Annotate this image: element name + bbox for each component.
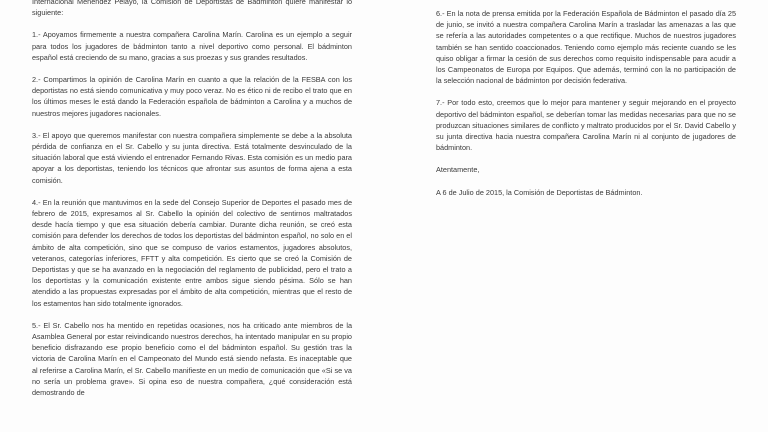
intro-paragraph: Internacional Menéndez Pelayo, la Comisión de Deportistas de Bádminton quiere manifestar lo siguiente:	[32, 0, 352, 18]
signature-line: A 6 de Julio de 2015, la Comisión de Deportistas de Bádminton.	[436, 187, 643, 197]
left-text-column	[32, 0, 352, 409]
point-1-paragraph: 1.- Apoyamos firmemente a nuestra compañera Carolina Marín. Carolina es un ejemplo a seguir para todos los jugadores de bádminton tanto a nivel deportivo como personal. El bádminton español está creciendo de su mano, gracias a sus proezas y sus grandes resultados.	[32, 30, 352, 62]
point-7-paragraph: 7.- Por todo esto, creemos que lo mejor para mantener y seguir mejorando en el proyecto deportivo del bádminton español, se deberían tomar las medidas necesarias para que no se produzcan situaciones similares de conflicto y maltrato producidos por el Sr. David Cabello y su junta directiva hacia nuestra compañera Carolina Marín ni al conjunto de jugadores de bádminton.	[436, 98, 736, 153]
point-2-paragraph: 2.- Compartimos la opinión de Carolina Marín en cuanto a que la relación de la FESBA con los deportistas no está siendo comunicativa y muy poco veraz. No es ético ni de recibo el trato que en los últimos meses le está dando la Federación española de bádminton a Carolina y a muchos de nuestros mejores jugadores nacionales.	[32, 75, 352, 118]
closing-salutation: Atentamente,	[436, 165, 480, 175]
point-4-paragraph: 4.- En la reunión que mantuvimos en la sede del Consejo Superior de Deportes el pasado mes de febrero de 2015, expresamos al Sr. Cabello la opinión del colectivo de sentirnos maltratados desde hacía tiempo y que esa situación debería cambiar. Durante dicha reunión, se creó esta comisión para defender los derechos de todos los deportistas del bádminton español, no solo en el ámbito de alta competición, sino que se compuso de varios estamentos, jugadores absolutos, veteranos, categorías inferiores, FFTT y alta competición. Es cierto que se creó la Comisión de Deportistas y que se ha avanzado en la negociación del reglamento de publicidad, pero el trato a los deportistas y la comunicación existente entre ambos sigue siendo pésima. Sólo se han atendido a las propuestas expresadas por el ámbito de alta competición, mientras que el resto de los estamentos han sido totalmente ignorados.	[32, 197, 352, 308]
point-6-paragraph: 6.- En la nota de prensa emitida por la Federación Española de Bádminton el pasado día 25 de junio, se invitó a nuestra compañera Carolina Marín a trasladar las amenazas a las que se refería a las autoridades competentes o a que rectifique. Muchos de nuestros jugadores también se han sentido coaccionados. Teniendo como ejemplo más reciente cuando se les quiso obligar a firmar la cesión de sus derechos como requisito indispensable para acudir a los Campeonatos de Europa por Equipos. Que además, terminó con la no participación de la selección nacional de bádminton por decisión federativa.	[436, 9, 736, 86]
point-3-paragraph: 3.- El apoyo que queremos manifestar con nuestra compañera simplemente se debe a la absoluta pérdida de confianza en el Sr. Cabello y su junta directiva. Está totalmente desvinculado de la situación laboral que está viviendo el entrenador Fernando Rivas. Esta comisión es un medio para apoyar a los deportistas, teniendo los técnicos que afrontar sus asuntos de forma ajena a esta comisión.	[32, 130, 352, 185]
right-text-column	[436, 8, 736, 209]
point-5-paragraph: 5.- El Sr. Cabello nos ha mentido en repetidas ocasiones, nos ha criticado ante miembros de la Asamblea General por estar reivindicando nuestros derechos, ha intentado manipular en su propio beneficio disfrazando ese propio beneficio como el del bádminton español. Su gestión tras la victoria de Carolina Marín en el Campeonato del Mundo está siendo nefasta. Es inaceptable que al referirse a Carolina Marín, el Sr. Cabello manifieste en un medio de comunicación que «Si se va no sería un problema grave». Si opina eso de nuestra compañera, ¿qué consideración está demostrando de	[32, 320, 352, 398]
